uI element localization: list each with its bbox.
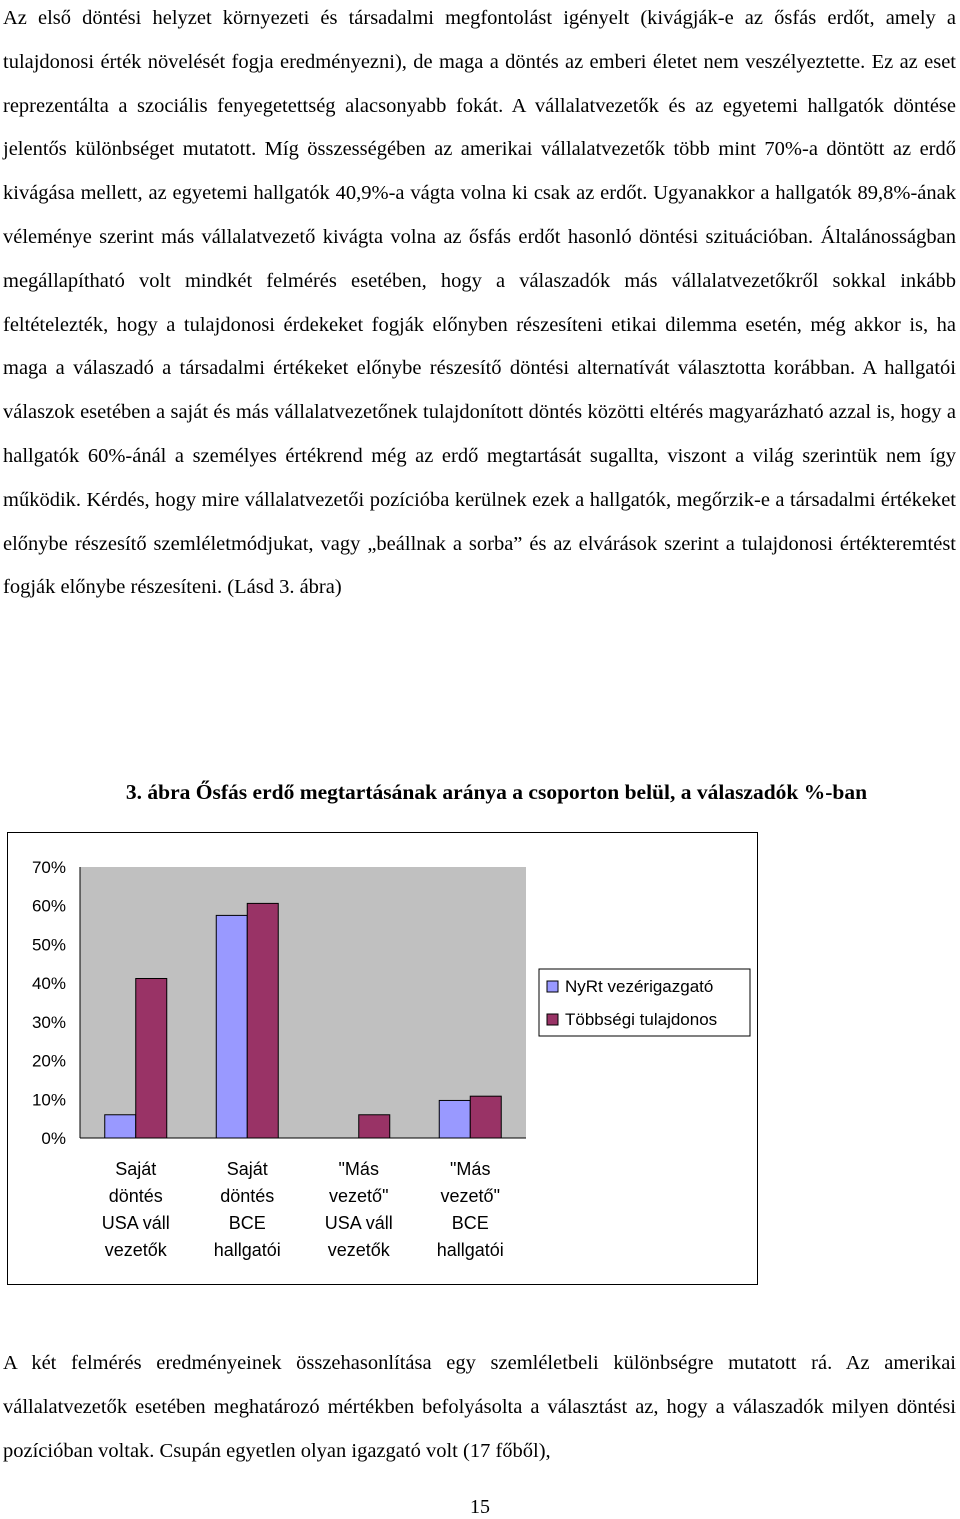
x-category-label: döntés	[220, 1186, 275, 1206]
x-category-label: döntés	[108, 1186, 163, 1206]
bar	[247, 903, 278, 1138]
y-tick-label: 0%	[41, 1129, 66, 1148]
bar	[359, 1115, 390, 1138]
y-tick-label: 30%	[31, 1012, 66, 1032]
bar-chart	[8, 833, 757, 1284]
bar	[105, 1115, 136, 1138]
x-category-label: hallgatói	[436, 1240, 504, 1260]
x-category-label: Saját	[226, 1159, 268, 1179]
x-category-label: "Más	[450, 1159, 491, 1179]
x-category-label: hallgatói	[213, 1240, 281, 1260]
x-category-label: vezetők	[327, 1240, 390, 1260]
y-tick-label: 20%	[31, 1051, 66, 1071]
x-category-label: BCE	[451, 1213, 489, 1233]
bar	[470, 1096, 501, 1138]
y-tick-label: 50%	[31, 935, 66, 955]
bar	[136, 978, 167, 1138]
x-category-label: vezető"	[440, 1186, 500, 1206]
body-paragraph-2: A két felmérés eredményeinek összehasonlítása egy szemléletbeli különbségre mutatott rá. Az amerikai vállalatvezetők esetében meghatározó mértékben befolyásolta a választást az, hogy a válaszadók milyen döntési pozícióban voltak. Csupán egyetlen olyan igazgató volt (17 főből),	[3, 1352, 956, 1462]
bar	[216, 915, 247, 1138]
legend-label: Többségi tulajdonos	[565, 1010, 718, 1029]
x-category-label: BCE	[228, 1213, 266, 1233]
x-category-label: USA váll	[101, 1213, 170, 1233]
page-number: 15	[470, 1496, 490, 1518]
legend-label: NyRt vezérigazgató	[565, 977, 714, 996]
y-tick-label: 10%	[31, 1090, 66, 1110]
legend-swatch	[547, 1014, 558, 1025]
y-tick-label: 60%	[31, 896, 66, 916]
x-category-label: vezető"	[329, 1186, 389, 1206]
chart-frame	[7, 832, 758, 1285]
legend-swatch	[547, 981, 558, 992]
x-category-label: "Más	[338, 1159, 379, 1179]
x-category-label: Saját	[115, 1159, 157, 1179]
x-category-label: vezetők	[104, 1240, 167, 1260]
bar	[439, 1100, 470, 1138]
x-category-label: USA váll	[324, 1213, 393, 1233]
body-paragraph-1: Az első döntési helyzet környezeti és társadalmi megfontolást igényelt (kivágják-e az ősfás erdőt, amely a tulajdonosi érték növelését fogja eredményezni), de maga a döntés az emberi életet nem veszélyeztette. Ez az eset reprezentálta a szociális fenyegetettség alacsonyabb fokát. A vállalatvezetők és az egyetemi hallgatók döntése jelentős különbséget mutatott. Míg összességében az amerikai vállalatvezetők több mint 70%-a döntött az erdő kivágása mellett, az egyetemi hallgatók 40,9%-a vágta volna ki csak az erdőt. Ugyanakkor a hallgatók 89,8%-ának véleménye szerint más vállalatvezető kivágta volna az ősfás erdőt hasonló döntési szituációban. Általánosságban megállapítható volt mindkét felmérés esetében, hogy a válaszadók más vállalatvezetőkről sokkal inkább feltételezték, hogy a tulajdonosi érdekeket fogják előnyben részesíteni etikai dilemma esetén, még akkor is, ha maga a válaszadó a társadalmi értékeket előnybe részesítő döntési alternatívát választotta korábban. A hallgatói válaszok esetében a saját és más vállalatvezetőnek tulajdonított döntés közötti eltérés magyarázható azzal is, hogy a hallgatók 60%-ánál a személyes értékrend még az erdő megtartását sugallta, viszont a világ szerintük nem így működik. Kérdés, hogy mire vállalatvezetői pozícióba kerülnek ezek a hallgatók, megőrzik-e a társadalmi értékeket előnybe részesítő szemléletmódjukat, vagy „beállnak a sorba” és az elvárások szerint a tulajdonosi értékteremtést fogják előnybe részesíteni. (Lásd 3. ábra)	[3, 7, 956, 599]
y-tick-label: 40%	[31, 974, 66, 994]
y-tick-label: 70%	[31, 858, 66, 877]
figure-title: 3. ábra Ősfás erdő megtartásának aránya a csoporton belül, a válaszadók %-ban	[125, 780, 868, 804]
